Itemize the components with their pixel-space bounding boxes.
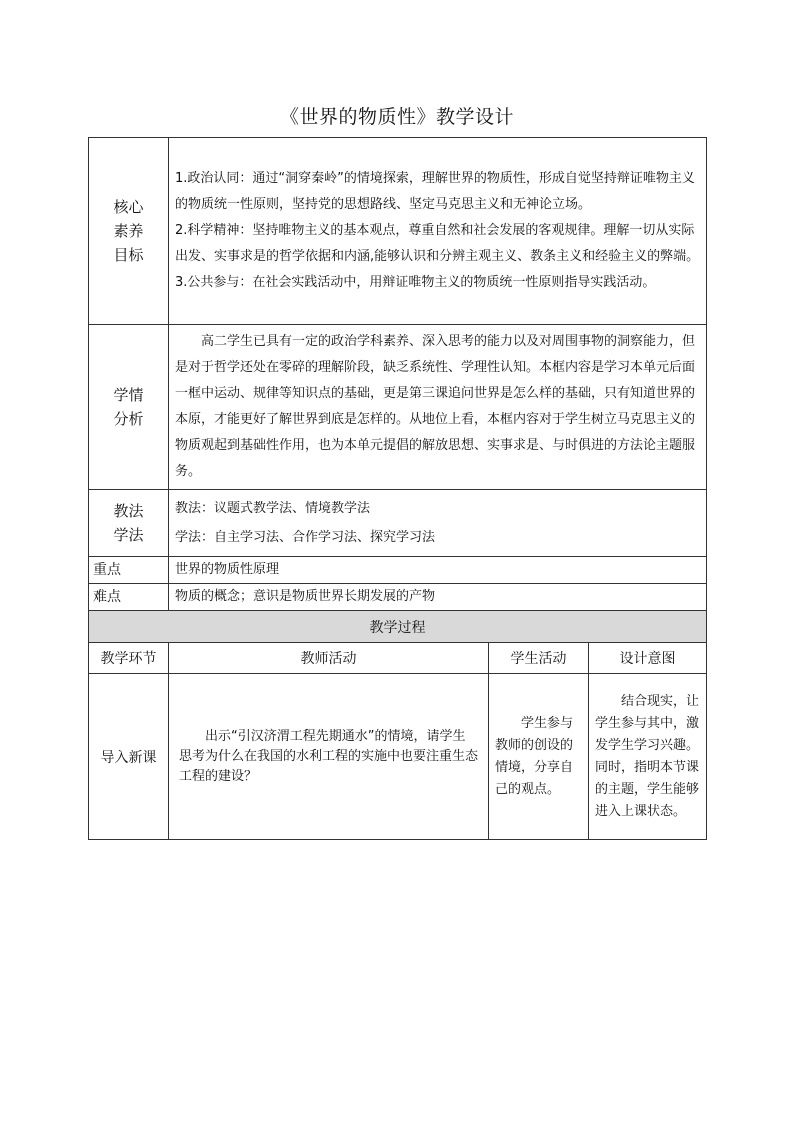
- process-header: 教学过程: [89, 611, 707, 643]
- key-point-label: 重点: [89, 557, 169, 584]
- column-design: 设计意图: [589, 643, 707, 674]
- core-goal-science: 2.科学精神：坚持唯物主义的基本观点，尊重自然和社会发展的客观规律。理解一切从实际出发、实事求是的哲学依据和内涵,能够认识和分辨主观主义、教条主义和经验主义的弊端。: [175, 223, 700, 264]
- column-teacher: 教师活动: [169, 643, 489, 674]
- methods-content: [169, 490, 707, 557]
- core-literacy-label: 核心 素养 目标: [89, 138, 169, 325]
- learner-analysis-content: 高二学生已具有一定的政治学科素养、深入思考的能力以及对周围事物的洞察能力，但是对于哲学还处在零碎的理解阶段，缺乏系统性、学理性认知。本框内容是学习本单元后面一框中运动、规律等知识点的基础，更是第三课追问世界是怎么样的基础，只有知道世界的本原，才能更好了解世界到底是怎样的。从地位上看，本框内容对于学生树立马克思主义的物质观起到基础性作用，也为本单元提倡的解放思想、实事求是、与时俱进的方法论主题服务。: [169, 325, 707, 490]
- process-header-row: [89, 611, 707, 643]
- methods-label: 教法 学法: [89, 490, 169, 557]
- teacher-activity-cell: 出示“引汉济渭工程先期通水”的情境，请学生思考为什么在我国的水利工程的实施中也要注重生态工程的建设？: [169, 674, 489, 840]
- teaching-method: 教法：议题式教学法、情境教学法: [175, 501, 371, 516]
- table-row: [89, 674, 707, 840]
- difficulty-row: [89, 584, 707, 611]
- learner-analysis-row: [89, 325, 707, 490]
- methods-row: [89, 490, 707, 557]
- learning-method: 学法：自主学习法、合作学习法、探究学习法: [175, 530, 436, 545]
- stage-cell: 导入新课: [89, 674, 169, 840]
- column-student: 学生活动: [489, 643, 589, 674]
- core-literacy-content: [169, 138, 707, 325]
- lesson-plan-table: [88, 137, 707, 840]
- key-point-content: 世界的物质性原理: [169, 557, 707, 584]
- difficulty-content: 物质的概念；意识是物质世界长期发展的产物: [169, 584, 707, 611]
- key-point-row: [89, 557, 707, 584]
- student-activity-cell: 学生参与教师的创设的情境，分享自己的观点。: [489, 674, 589, 840]
- core-goal-public: 3.公共参与：在社会实践活动中，用辩证唯物主义的物质统一性原则指导实践活动。: [175, 275, 656, 290]
- process-columns-row: [89, 643, 707, 674]
- learner-analysis-label: 学情 分析: [89, 325, 169, 490]
- design-intent-cell: 结合现实，让学生参与其中，激发学生学习兴趣。同时，指明本节课的主题，学生能够进入上课状态。: [589, 674, 707, 840]
- core-literacy-row: [89, 138, 707, 325]
- difficulty-label: 难点: [89, 584, 169, 611]
- column-stage: 教学环节: [89, 643, 169, 674]
- core-goal-political: 1.政治认同：通过“洞穿秦岭”的情境探索，理解世界的物质性，形成自觉坚持辩证唯物主义的物质统一性原则，坚持党的思想路线、坚定马克思主义和无神论立场。: [175, 171, 695, 212]
- document-title: 《世界的物质性》教学设计: [279, 106, 514, 128]
